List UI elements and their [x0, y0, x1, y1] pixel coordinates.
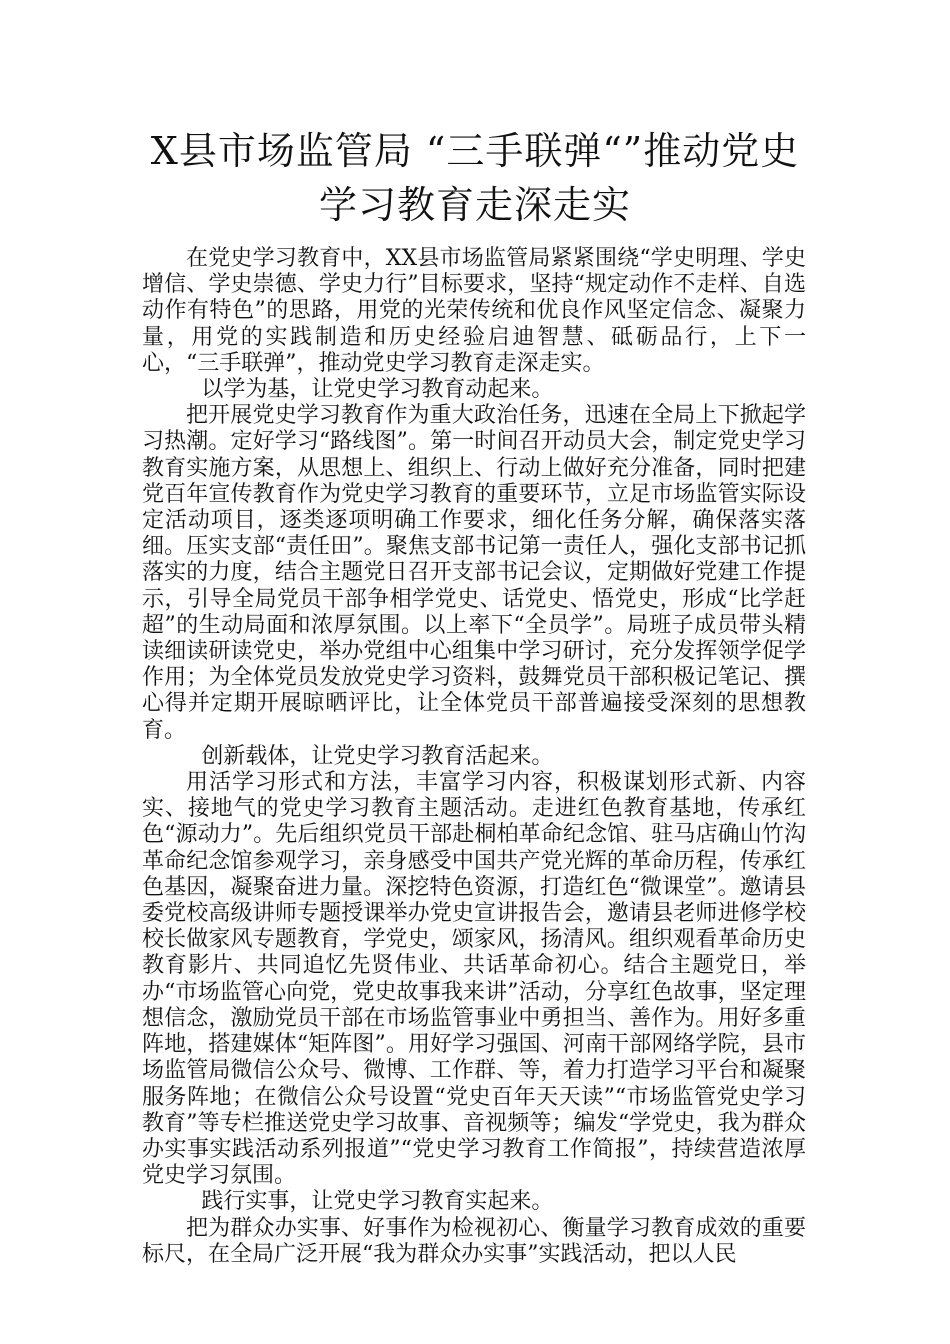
section-1-paragraph: 把开展党史学习教育作为重大政治任务，迅速在全局上下掀起学习热潮。定好学习“路线图”。第一时间召开动员大会，制定党史学习教育实施方案，从思想上、组织上、行动上做好充分准备，同时把建党百年宣传教育作为党史学习教育的重要环节，立足市场监管实际设定活动项目，逐类逐项明确工作要求，细化任务分解，确保落实落细。压实支部“责任田”。聚焦支部书记第一责任人，强化支部书记抓落实的力度，结合主题党日召开支部书记会议，定期做好党建工作提示，引导全局党员干部争相学党史、话党史、悟党史，形成“比学赶超”的生动局面和浓厚氛围。以上率下“全员学”。局班子成员带头精读细读研读党史，举办党组中心组集中学习研讨，充分发挥领学促学作用；为全体党员发放党史学习资料，鼓舞党员干部积极记笔记、撰心得并定期开展晾晒评比，让全体党员干部普遍接受深刻的思想教育。: [142, 403, 806, 743]
section-3-paragraph: 把为群众办实事、好事作为检视初心、衡量学习教育成效的重要标尺，在全局广泛开展“我为群众办实事”实践活动，把以人民: [142, 1215, 806, 1267]
title-line-2: 学习教育走深走实: [318, 183, 631, 227]
section-2-paragraph: 用活学习形式和方法，丰富学习内容，积极谋划形式新、内容实、接地气的党史学习教育主题活动。走进红色教育基地，传承红色“源动力”。先后组织党员干部赴桐柏革命纪念馆、驻马店确山竹沟革命纪念馆参观学习，亲身感受中国共产党光辉的革命历程，传承红色基因，凝聚奋进力量。深挖特色资源，打造红色“微课堂”。邀请县委党校高级讲师专题授课举办党史宣讲报告会，邀请县老师进修学校校长做家风专题教育，学党史，颂家风，扬清风。组织观看革命历史教育影片、共同追忆先贤伟业、共话革命初心。结合主题党日，举办“市场监管心向党，党史故事我来讲”活动，分享红色故事，坚定理想信念，激励党员干部在市场监管事业中勇担当、善作为。用好多重阵地，搭建媒体“矩阵图”。用好学习强国、河南干部网络学院，县市场监管局微信公众号、微博、工作群、等，着力打造学习平台和凝聚服务阵地；在微信公众号设置“党史百年天天读”“市场监管党史学习教育”等专栏推送党史学习故事、音视频等；编发“学党史，我为群众办实事实践活动系列报道”“党史学习教育工作简报”，持续营造浓厚党史学习氛围。: [142, 770, 806, 1189]
intro-paragraph: 在党史学习教育中，XX县市场监管局紧紧围绕“学史明理、学史增信、学史崇德、学史力行”目标要求，坚持“规定动作不走样、自选动作有特色”的思路，用党的光荣传统和优良作风坚定信念、凝聚力量，用党的实践制造和历史经验启迪智慧、砥砺品行，上下一心，“三手联弹”，推动党史学习教育走深走实。: [142, 246, 806, 376]
section-heading-2: 创新载体，让党史学习教育活起来。: [201, 743, 554, 769]
section-heading-3: 践行实事，让党史学习教育实起来。: [201, 1189, 554, 1215]
section-heading-1: 以学为基，让党史学习教育动起来。: [201, 377, 554, 403]
document-title: [140, 124, 810, 232]
document-body: [142, 246, 806, 1268]
title-line-1: X县市场监管局 “三手联弹“”推动党史: [150, 129, 800, 173]
